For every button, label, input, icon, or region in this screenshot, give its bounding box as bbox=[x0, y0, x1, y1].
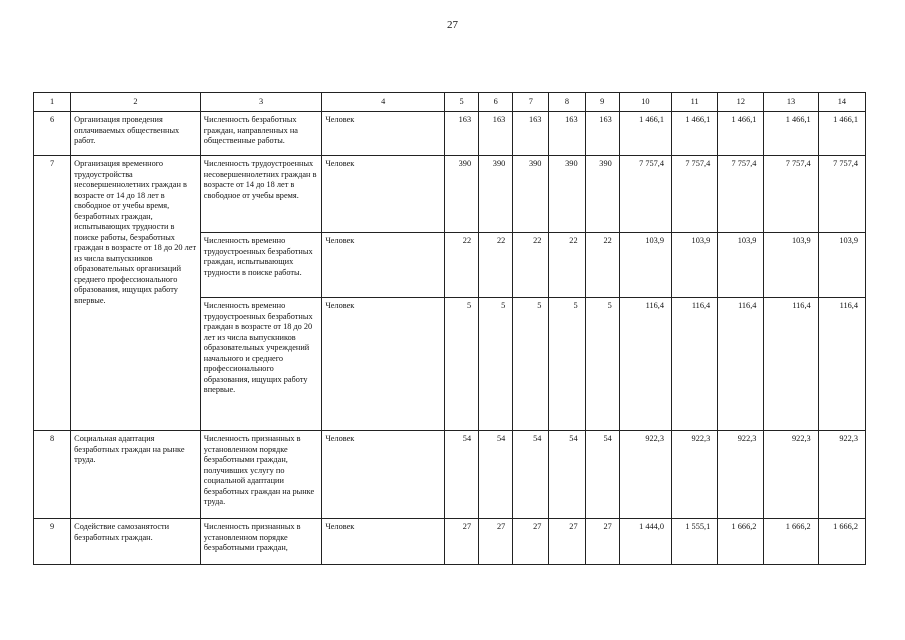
header-cell: 3 bbox=[200, 93, 322, 112]
value-cell: 22 bbox=[444, 233, 478, 298]
value-cell: 7 757,4 bbox=[764, 156, 818, 233]
value-cell: 116,4 bbox=[818, 298, 865, 431]
value-cell: 390 bbox=[444, 156, 478, 233]
unit-cell: Человек bbox=[322, 519, 445, 565]
activity-name: Содействие самозанятости безработных граждан. bbox=[71, 519, 201, 565]
value-cell: 1 444,0 bbox=[619, 519, 671, 565]
indicator-text: Численность признанных в установленном порядке безработными граждан, bbox=[200, 519, 322, 565]
activity-name: Социальная адаптация безработных граждан на рынке труда. bbox=[71, 431, 201, 519]
unit-cell: Человек bbox=[322, 112, 445, 156]
header-cell: 1 bbox=[34, 93, 71, 112]
value-cell: 7 757,4 bbox=[672, 156, 718, 233]
value-cell: 1 466,1 bbox=[718, 112, 764, 156]
value-cell: 1 466,1 bbox=[672, 112, 718, 156]
indicator-text: Численность трудоустроенных несовершеннолетних граждан в возрасте от 14 до 18 лет в свободное от учебы время. bbox=[200, 156, 322, 233]
value-cell: 103,9 bbox=[764, 233, 818, 298]
value-cell: 103,9 bbox=[818, 233, 865, 298]
value-cell: 390 bbox=[585, 156, 619, 233]
value-cell: 103,9 bbox=[718, 233, 764, 298]
value-cell: 1 666,2 bbox=[718, 519, 764, 565]
indicator-text: Численность временно трудоустроенных безработных граждан в возрасте от 18 до 20 лет из числа выпускников образовательных учреждений начального и среднего профессионального образования, ищущих работу впервые. bbox=[200, 298, 322, 431]
value-cell: 54 bbox=[513, 431, 549, 519]
unit-cell: Человек bbox=[322, 156, 445, 233]
unit-cell: Человек bbox=[322, 233, 445, 298]
value-cell: 27 bbox=[479, 519, 513, 565]
value-cell: 922,3 bbox=[619, 431, 671, 519]
value-cell: 390 bbox=[513, 156, 549, 233]
activity-name: Организация проведения оплачиваемых общественных работ. bbox=[71, 112, 201, 156]
header-cell: 11 bbox=[672, 93, 718, 112]
unit-cell: Человек bbox=[322, 431, 445, 519]
indicator-text: Численность безработных граждан, направленных на общественные работы. bbox=[200, 112, 322, 156]
value-cell: 163 bbox=[549, 112, 585, 156]
value-cell: 163 bbox=[444, 112, 478, 156]
value-cell: 54 bbox=[549, 431, 585, 519]
value-cell: 22 bbox=[585, 233, 619, 298]
table-row bbox=[34, 519, 866, 565]
value-cell: 1 466,1 bbox=[818, 112, 865, 156]
value-cell: 922,3 bbox=[718, 431, 764, 519]
value-cell: 103,9 bbox=[672, 233, 718, 298]
header-cell: 12 bbox=[718, 93, 764, 112]
value-cell: 116,4 bbox=[718, 298, 764, 431]
value-cell: 7 757,4 bbox=[818, 156, 865, 233]
row-number: 8 bbox=[34, 431, 71, 519]
value-cell: 7 757,4 bbox=[718, 156, 764, 233]
row-number: 7 bbox=[34, 156, 71, 431]
value-cell: 163 bbox=[513, 112, 549, 156]
value-cell: 27 bbox=[549, 519, 585, 565]
value-cell: 103,9 bbox=[619, 233, 671, 298]
header-cell: 8 bbox=[549, 93, 585, 112]
value-cell: 27 bbox=[444, 519, 478, 565]
row-number: 9 bbox=[34, 519, 71, 565]
value-cell: 54 bbox=[585, 431, 619, 519]
value-cell: 5 bbox=[549, 298, 585, 431]
page-number: 27 bbox=[447, 19, 458, 31]
value-cell: 22 bbox=[549, 233, 585, 298]
value-cell: 922,3 bbox=[764, 431, 818, 519]
value-cell: 922,3 bbox=[672, 431, 718, 519]
indicator-text: Численность временно трудоустроенных безработных граждан, испытывающих трудности в поиске работы. bbox=[200, 233, 322, 298]
value-cell: 116,4 bbox=[619, 298, 671, 431]
value-cell: 1 466,1 bbox=[619, 112, 671, 156]
value-cell: 27 bbox=[585, 519, 619, 565]
value-cell: 116,4 bbox=[672, 298, 718, 431]
value-cell: 54 bbox=[444, 431, 478, 519]
value-cell: 22 bbox=[513, 233, 549, 298]
header-cell: 10 bbox=[619, 93, 671, 112]
header-cell: 5 bbox=[444, 93, 478, 112]
value-cell: 116,4 bbox=[764, 298, 818, 431]
header-cell: 6 bbox=[479, 93, 513, 112]
table-row bbox=[34, 156, 866, 233]
value-cell: 390 bbox=[549, 156, 585, 233]
value-cell: 22 bbox=[479, 233, 513, 298]
row-number: 6 bbox=[34, 112, 71, 156]
header-cell: 4 bbox=[322, 93, 445, 112]
activity-name: Организация временного трудоустройства несовершеннолетних граждан в возрасте от 14 до 18 лет в свободное от учебы время, безработных граждан, испытывающих трудности в поиске работы, безработных граждан в возрасте от 18 до 20 лет из числа выпускников образовательных организаций среднего профессионального образования, ищущих работу впервые. bbox=[71, 156, 201, 431]
value-cell: 1 666,2 bbox=[764, 519, 818, 565]
unit-cell: Человек bbox=[322, 298, 445, 431]
value-cell: 5 bbox=[444, 298, 478, 431]
value-cell: 5 bbox=[513, 298, 549, 431]
header-cell: 13 bbox=[764, 93, 818, 112]
value-cell: 163 bbox=[585, 112, 619, 156]
value-cell: 5 bbox=[479, 298, 513, 431]
table-row bbox=[34, 431, 866, 519]
value-cell: 1 466,1 bbox=[764, 112, 818, 156]
value-cell: 5 bbox=[585, 298, 619, 431]
value-cell: 922,3 bbox=[818, 431, 865, 519]
indicators-table bbox=[33, 92, 866, 565]
indicator-text: Численность признанных в установленном порядке безработными граждан, получивших услугу по социальной адаптации безработных граждан на рынке труда. bbox=[200, 431, 322, 519]
header-cell: 9 bbox=[585, 93, 619, 112]
value-cell: 1 555,1 bbox=[672, 519, 718, 565]
header-cell: 7 bbox=[513, 93, 549, 112]
table-row bbox=[34, 112, 866, 156]
header-row bbox=[34, 93, 866, 112]
value-cell: 390 bbox=[479, 156, 513, 233]
value-cell: 163 bbox=[479, 112, 513, 156]
header-cell: 2 bbox=[71, 93, 201, 112]
value-cell: 54 bbox=[479, 431, 513, 519]
value-cell: 27 bbox=[513, 519, 549, 565]
value-cell: 1 666,2 bbox=[818, 519, 865, 565]
value-cell: 7 757,4 bbox=[619, 156, 671, 233]
header-cell: 14 bbox=[818, 93, 865, 112]
